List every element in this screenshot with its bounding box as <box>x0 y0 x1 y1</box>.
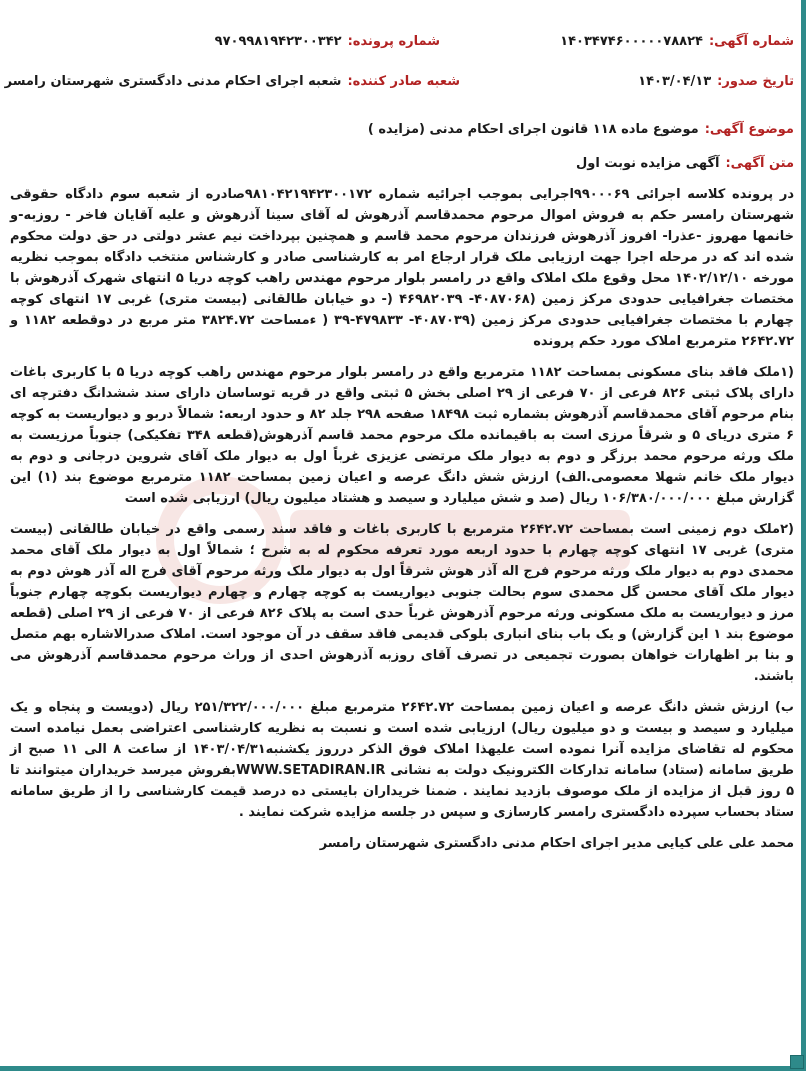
notice-body <box>10 184 794 854</box>
notice-number-label: شماره آگهی: <box>708 34 794 49</box>
issue-date-row <box>638 74 794 89</box>
paragraph-2: (۱ملک فاقد بنای مسکونی بمساحت ۱۱۸۲ مترمربع واقع در رامسر بلوار مرحوم مهندس راهب کوچه دریا ۵ با کاربری باغات دارای پلاک ثبتی ۸۲۶ فرعی از ۷۰ فرعی از ۲۹ اصلی بخش ۵ ثبتی واقع در قریه توساسان دارای سند ششدانگ دفترچه ای بنام مرحوم آقای محمدقاسم آذرهوش بشماره ثبت ۱۸۴۹۸ صفحه ۲۹۸ جلد ۸۲ و حدود اربعه: شمالاً دربو و دیواریست به کوچه ۶ متری دریای ۵ و شرقاً مرزی است به باقیمانده ملک مرحوم محمد قاسم آذرهوش(قطعه ۳۴۸ تفکیکی) جنوباً مرزیست به ملک ورثه مرحوم محمد برزگر و دوم به دیوار ملک مرتضی عزیزی غرباً اول به دیوار ملک آقای شروین درجانی و دوم به دیوار ملک خانم شهلا معصومی.الف) ارزش شش دانگ عرصه و اعیان زمین بمساحت ۱۱۸۲ مترمربع موضوع بند (۱) این گزارش مبلغ ۱۰۶/۳۸۰/۰۰۰/۰۰۰ ریال (صد و شش میلیارد و سیصد و هشتاد میلیون ریال) ارزیابی شده است <box>10 365 795 506</box>
text-title-row <box>576 156 794 171</box>
issuer-label: شعبه صادر کننده: <box>347 74 460 89</box>
subject: موضوع ماده ۱۱۸ قانون اجرای احکام مدنی (مزایده ) <box>367 122 699 137</box>
subject-label: موضوع آگهی: <box>704 122 794 137</box>
case-number: ۹۷۰۹۹۸۱۹۴۲۳۰۰۳۴۲ <box>214 34 342 49</box>
frame-bottom-border <box>0 1066 806 1071</box>
signature: محمد علی علی کیایی مدیر اجرای احکام مدنی دادگستری شهرستان رامسر <box>319 836 794 851</box>
resize-corner-icon[interactable] <box>790 1055 804 1069</box>
issue-date-label: تاریخ صدور: <box>717 74 794 89</box>
paragraph-4: ب) ارزش شش دانگ عرصه و اعیان زمین بمساحت ۲۶۴۲.۷۲ مترمربع مبلغ ۲۵۱/۳۲۲/۰۰۰/۰۰۰ ریال (دویست و پنجاه و یک میلیارد و سیصد و بیست و دو میلیون ریال) ارزیابی شده است و نسبت به نظریه کارشناسی اعتراضی بعمل نیامده است محکوم له تقاضای مزایده آنرا نموده است علیهذا املاک فوق الذکر درروز یکشنبه۱۴۰۳/۰۴/۳۱ از ساعت ۸ الی ۱۱ صبح از طریق سامانه (ستاد) سامانه تدارکات الکترونیک دولت به نشانی WWW.SETADIRAN.IRبفروش میرسد خریداران میتوانند تا ۵ روز قبل از مزایده از ملک موصوف بازدید نمایند . ضمنا خریداران بایستی ده درصد قیمت کارشناسی را از طریق سامانه ستاد بحساب سپرده دادگستری رامسر کارسازی و سپس در جلسه مزایده شرکت نمایند . <box>10 700 795 820</box>
issuer: شعبه اجرای احکام مدنی دادگستری شهرستان رامسر <box>4 74 342 89</box>
subject-row <box>368 122 794 137</box>
issue-date: ۱۴۰۳/۰۴/۱۳ <box>638 74 712 89</box>
notice-number: ۱۴۰۳۴۷۴۶۰۰۰۰۰۷۸۸۲۴ <box>560 34 703 49</box>
text-title: آگهی مزایده نوبت اول <box>575 156 720 171</box>
notice-number-row <box>560 34 794 49</box>
case-number-row <box>215 34 440 49</box>
issuer-row <box>5 74 460 89</box>
paragraph-3: (۲ملک دوم زمینی است بمساحت ۲۶۴۲.۷۲ مترمربع با کاربری باغات و فاقد سند رسمی واقع در خیابان طالقانی (بیست متری) غربی ۱۷ انتهای کوچه چهارم با حدود اربعه مورد تعرفه محکوم له به شرح ؛ شمالاً اول به دیوار ملک آقای محمد محمدی دوم به دیوار ملک ورثه مرحوم فرج اله آذر هوش شرقاً اول به دیوار ملک ورثه مرحوم آقای فرج اله آذر هوش دوم به دیوار ملک آقای محسن گل محمدی سوم بحالت جنوبی دیواریست به کوچه چهارم و چهارم دیواریست بکوچه چهارم جنوباً مرز و دیواریست به ملک مسکونی ورثه مرحوم آذرهوش غرباً حدی است به پلاک ۸۲۶ فرعی از ۷۰ فرعی از ۲۹ اصلی (قطعه موضوع بند ۱ این گزارش) و یک باب بنای انباری بلوکی قدیمی فاقد سقف در آن موجود است. املاک صدرالاشاره بهم متصل و بنا بر اظهارات خواهان بصورت تجمیعی در تصرف آقای روزبه آذرهوش احدی از وراث مرحوم محمدقاسم آذرهوش می باشند. <box>10 522 794 684</box>
text-label: متن آگهی: <box>725 156 794 171</box>
case-number-label: شماره پرونده: <box>347 34 440 49</box>
frame-right-border <box>801 0 806 1071</box>
paragraph-1: در پرونده کلاسه اجرائی ۹۹۰۰۰۶۹اجرایی بموجب اجرائیه شماره ۹۸۱۰۴۲۱۹۴۲۳۰۰۱۷۲صادره از شعبه سوم دادگاه حقوقی شهرستان رامسر حکم به فروش اموال مرحوم محمدقاسم آذرهوش له آقای سینا آذرهوش و علیه آقایان فاخر - روزبه-و خانمها مهروز -عذرا- افروز آذرهوش فرزندان مرحوم محمد قاسم و همچنین بپرداخت نیم عشر دولتی در حق دولت محکوم شده اند که در مرحله اجرا جهت ارزیابی ملک قرار ارجاع امر به کارشناسی صادر و کارشناس منتخب دادگاه بموجب نظریه مورخه ۱۴۰۲/۱۲/۱۰ محل وقوع ملک املاک واقع در رامسر بلوار مرحوم مهندس راهب کوچه دریا ۵ انتهای شهرک آذرهوش با مختصات جغرافیایی حدودی مرکز زمین (۴۰۸۷۰۶۸- ۴۶۹۸۲۰۳۹ (- دو خیابان طالقانی (بیست متری) غربی ۱۷ انتهای کوچه چهارم با مختصات جغرافیایی حدودی مرکز زمین (۴۰۸۷۰۳۹- ۴۷۹۸۳۳-۳۹ ( ءمساحت ۳۸۲۴.۷۲ متر مربع در دوقطعه ۱۱۸۲ و ۲۶۴۲.۷۲ مترمربع املاک مورد حکم پرونده <box>10 187 794 349</box>
